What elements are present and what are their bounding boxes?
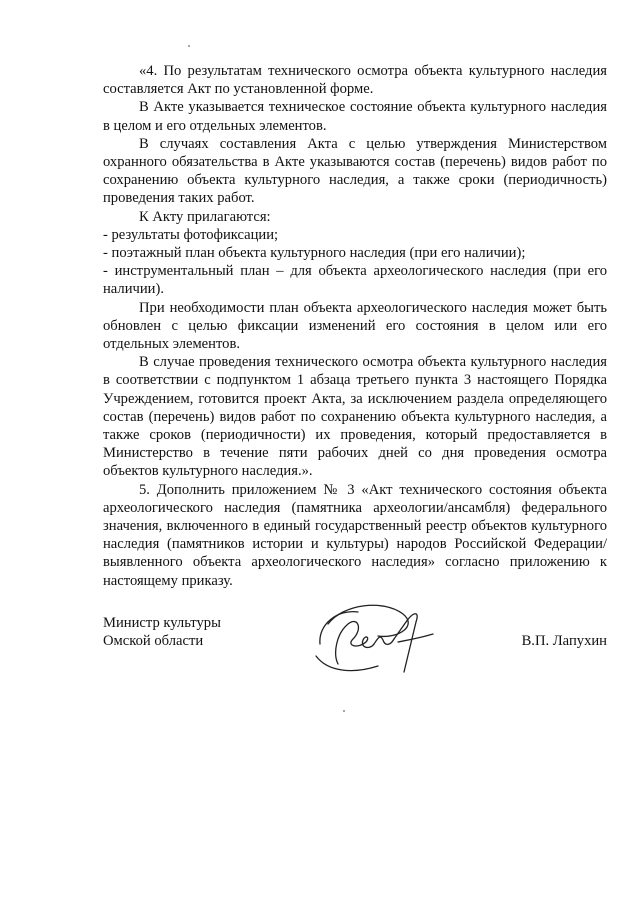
signature-block xyxy=(103,614,607,694)
signatory-title-line: Омской области xyxy=(103,633,204,650)
signatory-title-line: Министр культуры xyxy=(103,615,221,631)
list-item: - поэтажный план объекта культурного наследия (при его наличии); xyxy=(103,245,526,262)
scan-speck xyxy=(188,45,190,47)
document-body xyxy=(103,62,607,590)
handwritten-signature xyxy=(308,594,448,694)
signatory-title xyxy=(103,614,221,650)
paragraph: «4. По результатам технического осмотра объекта культурного наследия составляется Акт по установленной форме. xyxy=(103,63,607,98)
paragraph: К Акту прилагаются: xyxy=(139,208,271,225)
list-item: - инструментальный план – для объекта археологического наследия (при его наличии). xyxy=(103,263,607,298)
list-item: - результаты фотофиксации; xyxy=(103,226,279,243)
paragraph: В Акте указывается техническое состояние объекта культурного наследия в целом и его отдельных элементов. xyxy=(103,99,607,134)
paragraph: В случаях составления Акта с целью утверждения Министерством охранного обязательства в Акте указываются состав (перечень) видов работ по сохранению объекта культурного наследия, а также сроки (периодичность) проведения таких работ. xyxy=(103,135,607,207)
paragraph: В случае проведения технического осмотра объекта культурного наследия в соответствии с подпунктом 1 абзаца третьего пункта 3 настоящего Порядка Учреждением, готовится проект Акта, за исключением раздела определяющего состав (перечень) видов работ по сохранению объекта культурного наследия, а также сроков (периодичности) их проведения, который предоставляется в Министерство в течение пяти рабочих дней со дня проведения осмотра объектов культурного наследия.». xyxy=(103,354,607,480)
paragraph: При необходимости план объекта археологического наследия может быть обновлен с целью фиксации изменений его состояния в целом или его отдельных элементов. xyxy=(103,299,607,353)
scan-speck xyxy=(343,710,345,712)
paragraph: 5. Дополнить приложением № 3 «Акт технического состояния объекта археологического наследия (памятника археологии/ансамбля) федерального значения, включенного в единый государственный реестр объектов культурного наследия (памятников истории и культуры) народов Российской Федерации/выявленного объекта археологического наследия» согласно приложению к настоящему приказу. xyxy=(103,481,607,589)
signatory-name: В.П. Лапухин xyxy=(521,633,607,649)
